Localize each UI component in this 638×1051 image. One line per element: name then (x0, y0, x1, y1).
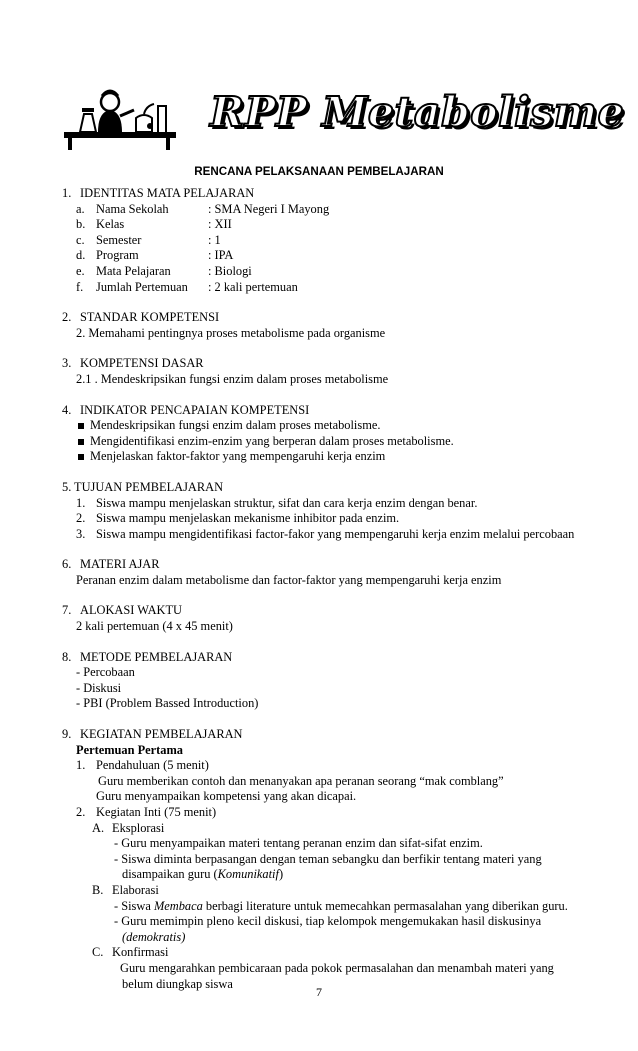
section-heading: METODE PEMBELAJARAN (80, 649, 233, 664)
document-body (62, 186, 590, 1007)
identity-row: e. Mata Pelajaran : Biologi (76, 263, 252, 278)
list-item: Menjelaskan faktor-faktor yang mempengaruhi kerja enzim (76, 449, 590, 465)
section-heading: IDENTITAS MATA PELAJARAN (80, 186, 255, 200)
activity-text: disampaikan guru (Komunikatif) (122, 867, 284, 882)
section-heading: STANDAR KOMPETENSI (80, 310, 220, 325)
activity-text: belum diungkap siswa (122, 976, 233, 991)
section-metode: 8. METODE PEMBELAJARAN - Percobaan - Diskusi - PBI (Problem Bassed Introduction) (62, 650, 590, 712)
section-heading: KEGIATAN PEMBELAJARAN (80, 727, 243, 742)
square-bullet-icon (76, 418, 90, 434)
section-tujuan: 5. TUJUAN PEMBELAJARAN 1. Siswa mampu menjelaskan struktur, sifat dan cara kerja enzim dengan benar. 2. Siswa mampu menjelaskan mekanisme inhibitor pada enzim. 3. Siswa mampu mengidentifikasi factor-fakor yang mempengaruhi kerja enzim melalui percobaan (62, 480, 590, 542)
meeting-heading: Pertemuan Pertama (76, 742, 183, 757)
activity-text: - Guru menyampaikan materi tentang peranan enzim dan sifat-sifat enzim. (114, 836, 483, 851)
section-heading: KOMPETENSI DASAR (80, 356, 204, 371)
document-title: RENCANA PELAKSANAAN PEMBELAJARAN (194, 165, 444, 178)
list-item: Mendeskripsikan fungsi enzim dalam proses metabolisme. (76, 418, 590, 434)
activity-text: Guru menyampaikan kompetensi yang akan dicapai. (96, 789, 357, 804)
activity-text: Guru mengarahkan pembicaraan pada pokok permasalahan dan menambah materi yang (120, 960, 554, 975)
list-item: - PBI (Problem Bassed Introduction) (76, 696, 259, 711)
section-heading: ALOKASI WAKTU (80, 603, 182, 618)
section-materi-ajar: 6. MATERI AJAR Peranan enzim dalam metabolisme dan factor-faktor yang mempengaruhi kerja enzim (62, 557, 590, 588)
list-item: 3. Siswa mampu mengidentifikasi factor-fakor yang mempengaruhi kerja enzim melalui percobaan (76, 526, 575, 541)
page-number: 7 (316, 985, 322, 999)
section-kompetensi-dasar: 3. KOMPETENSI DASAR 2.1 . Mendeskripsikan fungsi enzim dalam proses metabolisme (62, 356, 590, 387)
subactivity-heading: A. Eksplorasi (92, 820, 165, 835)
list-item: - Diskusi (76, 680, 122, 695)
section-alokasi-waktu: 7. ALOKASI WAKTU 2 kali pertemuan (4 x 45 menit) (62, 603, 590, 634)
activity-heading: 1. Pendahuluan (5 menit) (76, 758, 209, 773)
square-bullet-icon (76, 434, 90, 450)
section-text: 2. Memahami pentingnya proses metabolisme pada organisme (76, 325, 386, 340)
header-banner (62, 82, 625, 154)
section-identitas (62, 186, 590, 295)
art-title: RPP Metabolisme (210, 88, 625, 136)
activity-text: Guru memberikan contoh dan menanyakan apa peranan seorang “mak comblang” (98, 773, 504, 788)
section-text: 2.1 . Mendeskripsikan fungsi enzim dalam proses metabolisme (76, 371, 389, 386)
list-item: 2. Siswa mampu menjelaskan mekanisme inhibitor pada enzim. (76, 511, 400, 526)
section-heading: INDIKATOR PENCAPAIAN KOMPETENSI (80, 402, 310, 417)
square-bullet-icon (76, 449, 90, 465)
activity-text: - Siswa Membaca berbagi literature untuk memecahkan permasalahan yang diberikan guru. (114, 898, 568, 913)
subactivity-heading: C. Konfirmasi (92, 945, 169, 960)
section-number: 1. (62, 186, 72, 200)
section-text: 2 kali pertemuan (4 x 45 menit) (76, 619, 233, 634)
section-kegiatan: 9. KEGIATAN PEMBELAJARAN Pertemuan Pertama 1. Pendahuluan (5 menit) Guru memberikan contoh dan menanyakan apa peranan seorang “mak comblang” Guru menyampaikan kompetensi yang akan dicapai. 2. Kegiatan Inti (75 menit) A. Eksplorasi - Guru menyampaikan materi tentang peranan enzim dan sifat-sifat enzim. - Siswa diminta berpasangan dengan teman sebangku dan berfikir tentang materi yang disampaikan guru (Komunikatif) B. Elaborasi - Siswa Membaca berbagi literature untuk memecahkan permasalahan yang diberikan guru. - Guru memimpin pleno kecil diskusi, tiap kelompok mengemukakan hasil diskusinya (demokratis) C. Konfirmasi Guru mengarahkan pembicaraan pada pokok permasalahan dan menambah materi yang belum diungkap siswa (62, 727, 590, 992)
identity-row: c. Semester : 1 (76, 232, 221, 247)
subactivity-heading: B. Elaborasi (92, 882, 159, 897)
list-item: Mengidentifikasi enzim-enzim yang berperan dalam proses metabolisme. (76, 434, 590, 450)
activity-text: - Siswa diminta berpasangan dengan teman sebangku dan berfikir tentang materi yang (114, 851, 542, 866)
list-item: 1. Siswa mampu menjelaskan struktur, sifat dan cara kerja enzim dengan benar. (76, 495, 478, 510)
list-item: - Percobaan (76, 665, 135, 680)
scientist-lab-clipart (62, 88, 180, 152)
activity-text: (demokratis) (122, 929, 186, 944)
identity-row: a. Nama Sekolah : SMA Negeri I Mayong (76, 201, 330, 216)
section-text: Peranan enzim dalam metabolisme dan factor-faktor yang mempengaruhi kerja enzim (76, 572, 502, 587)
identity-row: f. Jumlah Pertemuan : 2 kali pertemuan (76, 279, 298, 294)
section-heading: TUJUAN PEMBELAJARAN (74, 479, 224, 494)
identity-row: d. Program : IPA (76, 248, 234, 263)
section-heading: MATERI AJAR (80, 557, 160, 572)
identity-row: b. Kelas : XII (76, 217, 232, 232)
activity-text: - Guru memimpin pleno kecil diskusi, tiap kelompok mengemukakan hasil diskusinya (114, 914, 542, 929)
section-indikator: 4. INDIKATOR PENCAPAIAN KOMPETENSI Mendeskripsikan fungsi enzim dalam proses metabolisme. Mengidentifikasi enzim-enzim yang berperan dalam proses metabolisme. Menjelaskan faktor-faktor yang mempengaruhi kerja enzim (62, 403, 590, 465)
activity-heading: 2. Kegiatan Inti (75 menit) (76, 805, 217, 819)
section-standar-kompetensi: 2. STANDAR KOMPETENSI 2. Memahami pentingnya proses metabolisme pada organisme (62, 310, 590, 341)
